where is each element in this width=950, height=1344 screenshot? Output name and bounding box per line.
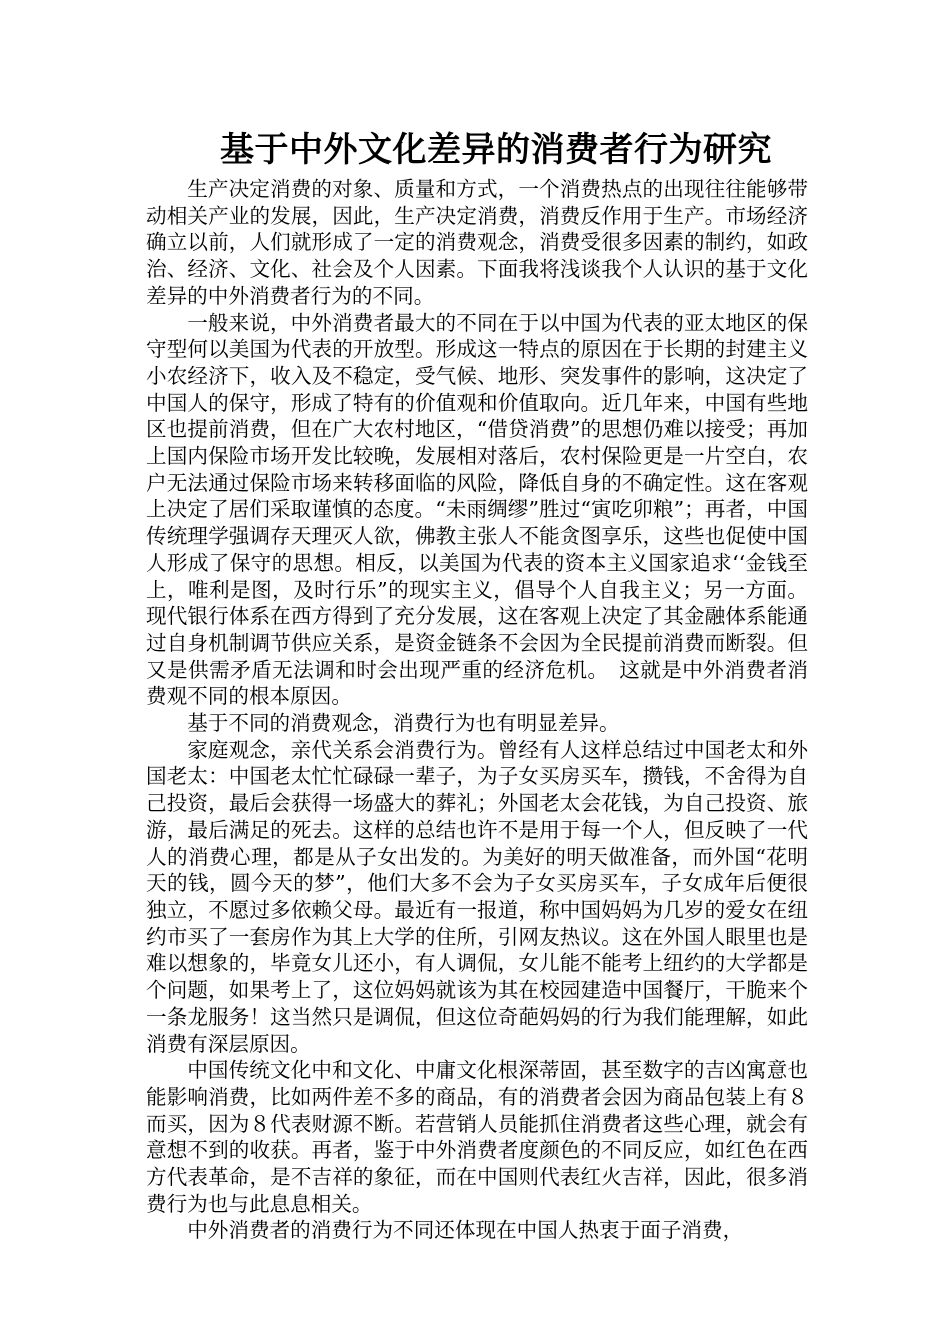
paragraph: 基于不同的消费观念，消费行为也有明显差异。 (187, 711, 620, 736)
paragraph: 中国传统文化中和文化、中庸文化根深蒂固，甚至数字的吉凶寓意也能影响消费，比如两件差不多的商品，有的消费者会因为商品包装上有８而买，因为８代表财源不断。若营销人员能抓住消费者这些心理，就会有意想不到的收获。再者，鉴于中外消费者度颜色的不同反应，如红色在西方代表革命，是不吉祥的象征，而在中国则代表红火吉祥，因此，很多消费行为也与此息息相关。 (146, 1058, 808, 1216)
document-title: 基于中外文化差异的消费者行为研究 (220, 130, 772, 170)
paragraph: 家庭观念，亲代关系会消费行为。曾经有人这样总结过中国老太和外国老太：中国老太忙忙碌碌一辈子，为子女买房买车，攒钱，不舍得为自己投资，最后会获得一场盛大的葬礼；外国老太会花钱，为自己投资、旅游，最后满足的死去。这样的总结也许不是用于每一个人，但反映了一代人的消费心理，都是从子女出发的。为美好的明天做准备，而外国“花明天的钱，圆今天的梦”，他们大多不会为子女买房买车，子女成年后便很独立，不愿过多依赖父母。最近有一报道，称中国妈妈为几岁的爱女在纽约市买了一套房作为其上大学的住所，引网友热议。这在外国人眼里也是难以想象的，毕竟女儿还小，有人调侃，女儿能不能考上纽约的大学都是个问题，如果考上了，这位妈妈就该为其在校园建造中国餐厅，干脆来个一条龙服务！这当然只是调侃，但这位奇葩妈妈的行为我们能理解，如此消费有深层原因。 (146, 737, 808, 1056)
paragraph: 中外消费者的消费行为不同还体现在中国人热衷于面子消费， (187, 1218, 744, 1243)
document-body (146, 176, 808, 1244)
paragraph: 一般来说，中外消费者最大的不同在于以中国为代表的亚太地区的保守型何以美国为代表的开放型。形成这一特点的原因在于长期的封建主义小农经济下，收入及不稳定，受气候、地形、突发事件的影响，这决定了中国人的保守，形成了特有的价值观和价值取向。近几年来，中国有些地区也提前消费，但在广大农村地区，“借贷消费”的思想仍难以接受；再加上国内保险市场开发比较晚，发展相对落后，农村保险更是一片空白，农户无法通过保险市场来转移面临的风险，降低自身的不确定性。这在客观上决定了居们采取谨慎的态度。“未雨绸缪”胜过“寅吃卯粮”；再者，中国传统理学强调存天理灭人欲，佛教主张人不能贪图享乐，这些也促使中国人形成了保守的思想。相反，以美国为代表的资本主义国家追求‘‘金钱至上，唯利是图，及时行乐”的现实主义，倡导个人自我主义；另一方面。现代银行体系在西方得到了充分发展，这在客观上决定了其金融体系能通过自身机制调节供应关系，是资金链条不会因为全民提前消费而断裂。但又是供需矛盾无法调和时会出现严重的经济危机。 这就是中外消费者消费观不同的根本原因。 (146, 310, 808, 709)
paragraph: 生产决定消费的对象、质量和方式，一个消费热点的出现往往能够带动相关产业的发展，因此，生产决定消费，消费反作用于生产。市场经济确立以前，人们就形成了一定的消费观念，消费受很多因素的制约，如政治、经济、文化、社会及个人因素。下面我将浅谈我个人认识的基于文化差异的中外消费者行为的不同。 (146, 177, 808, 308)
